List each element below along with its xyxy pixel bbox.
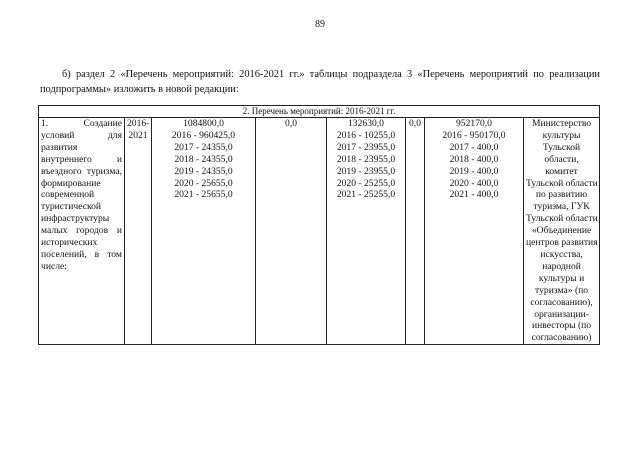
intro-paragraph bbox=[40, 67, 600, 97]
cell-line: по развитию bbox=[535, 189, 588, 201]
period-cell bbox=[125, 118, 152, 345]
cell-line: 2016 - 10255,0 bbox=[336, 129, 396, 141]
cell-line: туристической bbox=[41, 201, 102, 213]
cell-line: 1. Создание bbox=[41, 118, 122, 129]
measures-table bbox=[38, 105, 600, 345]
cell-line: культуры bbox=[542, 129, 581, 141]
total-funding-cell bbox=[152, 118, 256, 345]
cell-line: 952170,0 bbox=[456, 118, 492, 129]
cell-line: поселений, в том bbox=[41, 248, 122, 260]
cell-line: 2018 - 24355,0 bbox=[174, 153, 233, 165]
cell-line: 2016 - 960425,0 bbox=[171, 129, 236, 141]
cell-line: 2017 - 23955,0 bbox=[336, 141, 396, 153]
regional-budget-cell bbox=[327, 118, 406, 345]
cell-line: 2020 - 400,0 bbox=[449, 177, 499, 189]
cell-line: 2021 bbox=[128, 129, 148, 141]
page-number: 89 bbox=[315, 19, 325, 30]
cell-line: 2021 - 25255,0 bbox=[336, 189, 396, 201]
measure-name-cell bbox=[39, 118, 125, 345]
cell-line: современной bbox=[41, 189, 95, 201]
cell-line: Тульской bbox=[542, 141, 581, 153]
intro-line-2: подпрограммы» изложить в новой редакции: bbox=[40, 84, 239, 95]
cell-line: туризма, ГУК bbox=[533, 201, 590, 213]
cell-line: искусства, bbox=[540, 248, 583, 260]
cell-line: согласованию), bbox=[530, 296, 593, 308]
cell-line: 2020 - 25255,0 bbox=[336, 177, 396, 189]
cell-line: 2021 - 25655,0 bbox=[174, 189, 233, 201]
cell-line: инфраструктуры bbox=[41, 213, 110, 225]
cell-line: 2017 - 400,0 bbox=[449, 141, 499, 153]
cell-line: 132630,0 bbox=[348, 118, 384, 129]
cell-line: условий для bbox=[41, 129, 122, 141]
cell-line: инвесторы (по bbox=[531, 320, 592, 332]
cell-line: малых городов и bbox=[41, 225, 122, 237]
cell-line: области, bbox=[544, 153, 579, 165]
cell-line: 2021 - 400,0 bbox=[449, 189, 499, 201]
cell-line: народной bbox=[542, 260, 581, 272]
cell-line: 2018 - 400,0 bbox=[449, 153, 499, 165]
cell-line: развития bbox=[41, 141, 78, 153]
cell-line: 2016 - 950170,0 bbox=[442, 129, 506, 141]
cell-line: въездного туризма, bbox=[41, 165, 122, 177]
cell-line: «Объединение bbox=[531, 225, 592, 237]
cell-line: 2016- bbox=[127, 118, 150, 129]
table-row bbox=[39, 118, 600, 345]
cell-line: 2020 - 25655,0 bbox=[174, 177, 233, 189]
cell-line: 2019 - 24355,0 bbox=[174, 165, 233, 177]
intro-line-1: б) раздел 2 «Перечень мероприятий: 2016-2021 гг.» таблицы подраздела 3 «Перечень мероприятий по реализации bbox=[62, 69, 600, 80]
federal-budget-cell: 0,0 bbox=[256, 118, 327, 345]
cell-line: организации- bbox=[534, 308, 589, 320]
cell-line: согласованию) bbox=[531, 332, 592, 344]
cell-line: исторических bbox=[41, 237, 98, 249]
cell-line: 2019 - 23955,0 bbox=[336, 165, 396, 177]
cell-line: внутреннего и bbox=[41, 153, 122, 165]
cell-line: 1084800,0 bbox=[183, 118, 224, 129]
executor-cell bbox=[524, 118, 600, 345]
cell-line: культуры и bbox=[538, 272, 585, 284]
cell-line: 2017 - 24355,0 bbox=[174, 141, 233, 153]
cell-line: туризма» (по bbox=[535, 284, 589, 296]
cell-line: 2019 - 400,0 bbox=[449, 165, 499, 177]
extra-budget-cell bbox=[425, 118, 524, 345]
cell-line: Тульской области bbox=[526, 213, 598, 225]
cell-line: числе: bbox=[41, 260, 67, 272]
cell-line: 2018 - 23955,0 bbox=[336, 153, 396, 165]
cell-line: формирование bbox=[41, 177, 101, 189]
cell-line: Тульской области bbox=[526, 177, 598, 189]
section-title: 2. Перечень мероприятий: 2016-2021 гг. bbox=[39, 106, 600, 118]
cell-line: комитет bbox=[545, 165, 578, 177]
cell-line: Министерство bbox=[531, 118, 592, 129]
municipal-budget-cell: 0,0 bbox=[406, 118, 425, 345]
cell-line: центров развития bbox=[526, 237, 598, 249]
